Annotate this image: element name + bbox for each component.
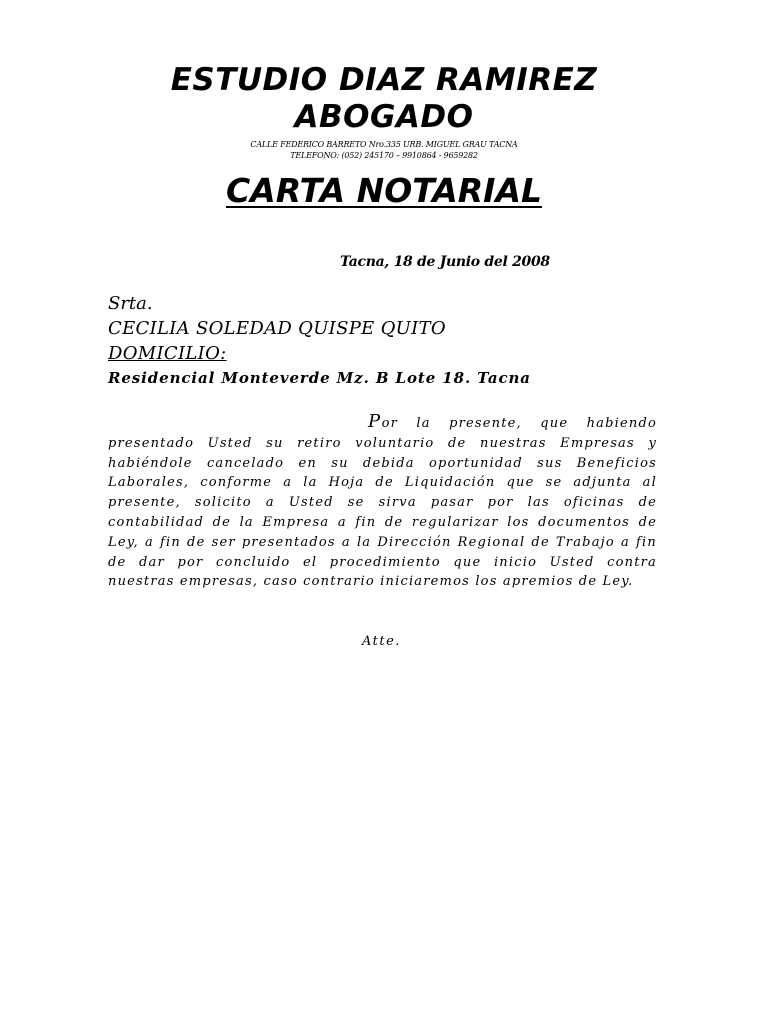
document-title xyxy=(0,170,768,212)
firm-address: CALLE FEDERICO BARRETO Nro.335 URB. MIGUEL GRAU TACNA xyxy=(250,140,518,149)
body-text: or la presente, que habiendo presentado Usted su retiro voluntario de nuestras Empresas y habiéndole cancelado en su debida oportunidad sus Beneficios Laborales, conforme a la Hoja de Liquidación que se adjunta al presente, solicito a Usted se sirva pasar por las oficinas de contabilidad de la Empresa a fin de regularizar los documentos de Ley, a fin de ser presentados a la Dirección Regional de Trabajo a fin de dar por concluido el procedimiento que inicio Usted contra nuestras empresas, caso contrario iniciaremos los apremios de Ley. xyxy=(108,416,657,590)
recipient-address: Residencial Monteverde Mz. B Lote 18. Tacna xyxy=(108,369,531,387)
closing: Atte. xyxy=(362,634,401,649)
firm-phone: TELEFONO: (052) 245170 – 9910864 - 9659282 xyxy=(290,151,478,160)
document-title-text: CARTA NOTARIAL xyxy=(225,171,543,210)
recipient-name: CECILIA SOLEDAD QUISPE QUITO xyxy=(108,318,446,339)
firm-title: ABOGADO xyxy=(294,99,474,135)
body-paragraph xyxy=(108,412,657,592)
address-label: DOMICILIO: xyxy=(108,343,227,364)
date-line: Tacna, 18 de Junio del 2008 xyxy=(340,254,550,270)
firm-name: ESTUDIO DIAZ RAMIREZ xyxy=(170,62,598,98)
recipient-salutation: Srta. xyxy=(108,293,153,314)
body-initial-letter: P xyxy=(368,411,382,432)
